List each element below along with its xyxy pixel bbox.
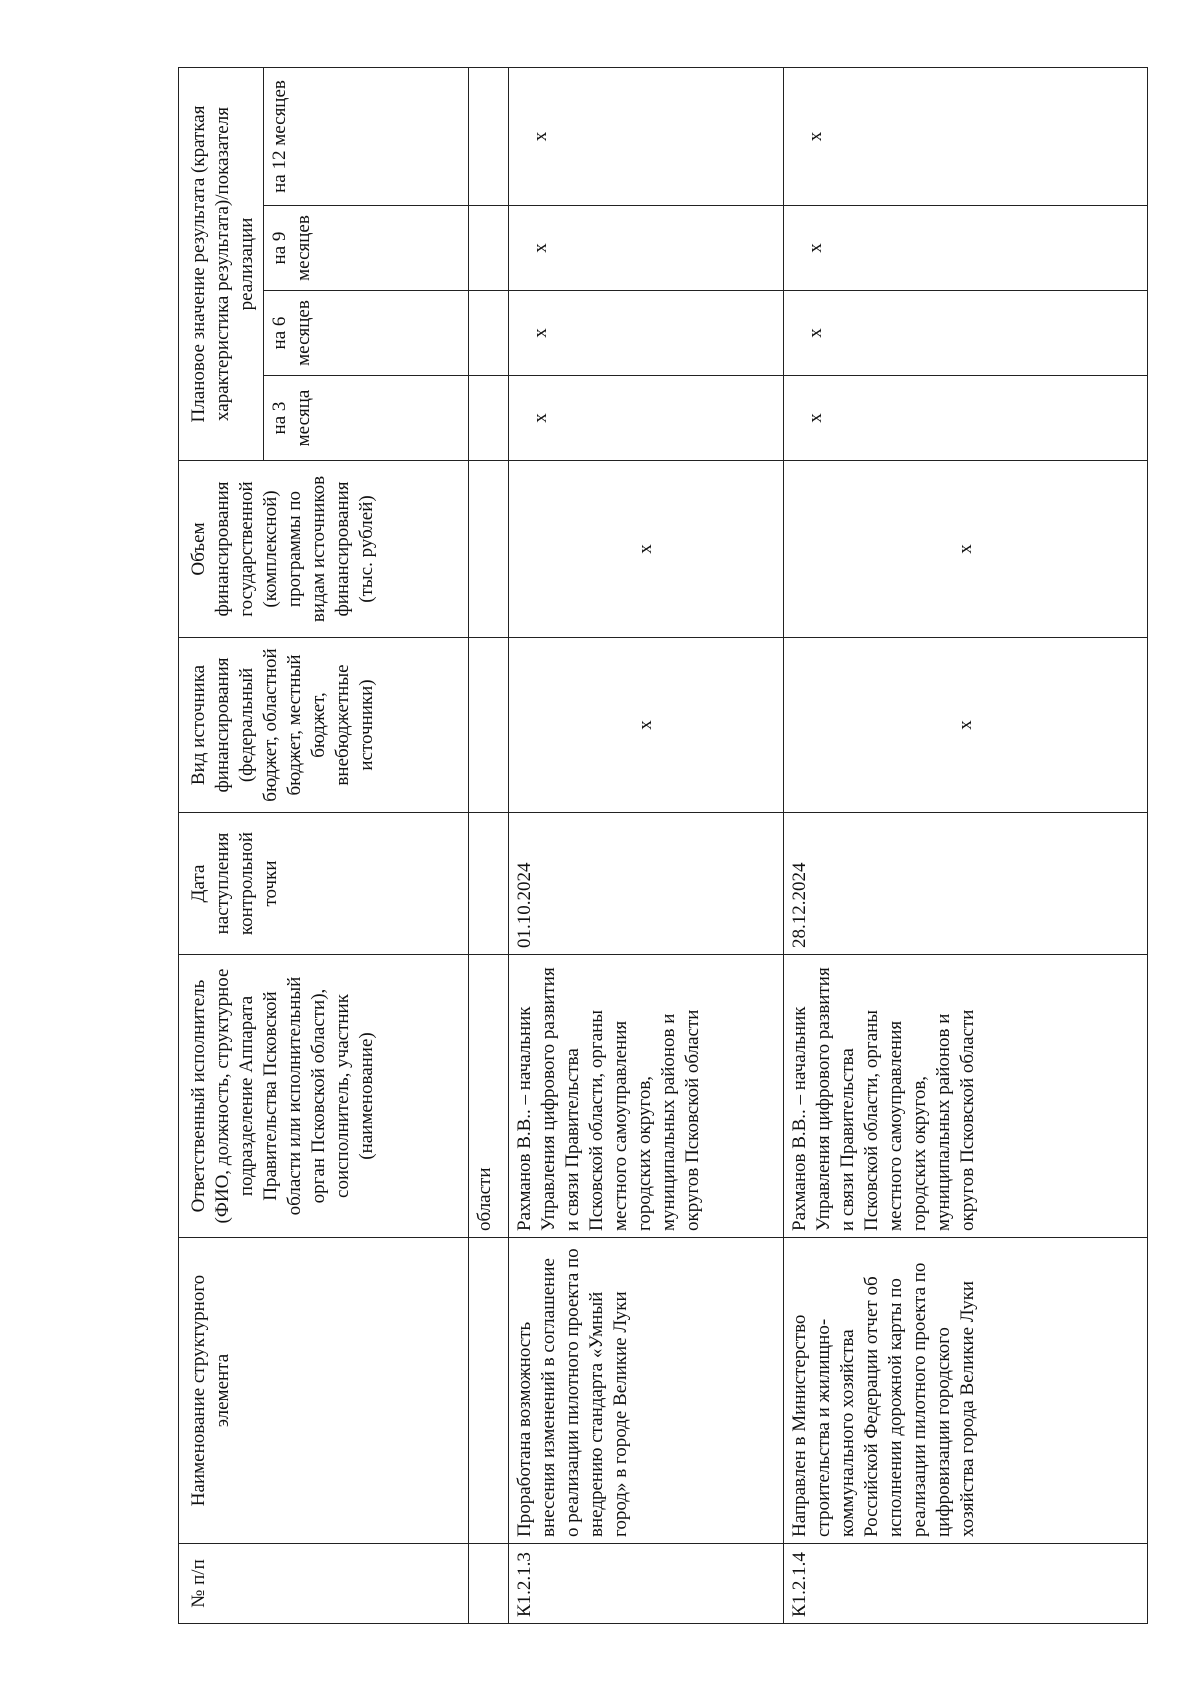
row-num: К1.2.1.4 xyxy=(784,1544,1148,1624)
table-row xyxy=(784,67,1148,1623)
cont-date xyxy=(469,813,509,955)
row-name: Направлен в Министерство строительства и жилищно-коммунального хозяйства Российской Федерации отчет об исполнении дорожной карты по реализации пилотного проекта по цифровизации городского хозяйства города Великие Луки xyxy=(784,1238,1148,1544)
cont-volume xyxy=(469,461,509,638)
row-source: х xyxy=(784,638,1148,813)
header-plan: Плановое значение результата (краткая характеристика результата)/показателя реализации xyxy=(179,67,264,460)
row-m12: х xyxy=(784,67,1148,205)
cont-m12 xyxy=(469,67,509,205)
row-m12: х xyxy=(509,67,784,205)
header-m9: на 9 месяцев xyxy=(264,206,469,291)
header-volume: Объем финансирования государственной (комплексной) программы по видам источников финансирования (тыс. рублей) xyxy=(179,461,469,638)
cont-responsible: области xyxy=(469,955,509,1238)
row-m3: х xyxy=(509,376,784,461)
row-volume: х xyxy=(784,461,1148,638)
header-name: Наименование структурного элемента xyxy=(179,1238,469,1544)
header-row-1 xyxy=(179,67,264,1623)
header-num: № п/п xyxy=(179,1544,469,1624)
row-m6: х xyxy=(784,291,1148,376)
row-m6: х xyxy=(509,291,784,376)
cont-source xyxy=(469,638,509,813)
row-m3: х xyxy=(784,376,1148,461)
row-responsible: Рахманов В.В.. – начальник Управления цифрового развития и связи Правительства Псковской области, органы местного самоуправления городских округов, муниципальных районов и округов Псковской области xyxy=(509,955,784,1238)
row-volume: х xyxy=(509,461,784,638)
cont-m6 xyxy=(469,291,509,376)
row-m9: х xyxy=(784,206,1148,291)
header-source: Вид источника финансирования (федеральный бюджет, областной бюджет, местный бюджет, внебюджетные источники) xyxy=(179,638,469,813)
header-responsible: Ответственный исполнитель (ФИО, должность, структурное подразделение Аппарата Правительства Псковской области или исполнительный орган Псковской области), соисполнитель, участник (наименование) xyxy=(179,955,469,1238)
header-m3: на 3 месяца xyxy=(264,376,469,461)
row-m9: х xyxy=(509,206,784,291)
row-responsible: Рахманов В.В.. – начальник Управления цифрового развития и связи Правительства Псковской области, органы местного самоуправления городских округов, муниципальных районов и округов Псковской области xyxy=(784,955,1148,1238)
table-row xyxy=(509,67,784,1623)
cont-num xyxy=(469,1544,509,1624)
rotated-table-wrapper xyxy=(178,68,1112,1624)
header-m12: на 12 месяцев xyxy=(264,67,469,205)
header-m6: на 6 месяцев xyxy=(264,291,469,376)
row-source: х xyxy=(509,638,784,813)
row-num: К1.2.1.3 xyxy=(509,1544,784,1624)
cont-name xyxy=(469,1238,509,1544)
cont-m3 xyxy=(469,376,509,461)
row-date: 01.10.2024 xyxy=(509,813,784,955)
cont-m9 xyxy=(469,206,509,291)
row-date: 28.12.2024 xyxy=(784,813,1148,955)
control-points-table xyxy=(178,67,1148,1624)
row-name: Проработана возможность внесения изменений в соглашение о реализации пилотного проекта по внедрению стандарта «Умный город» в городе Великие Луки xyxy=(509,1238,784,1544)
continuation-row xyxy=(469,67,509,1623)
header-date: Дата наступления контрольной точки xyxy=(179,813,469,955)
